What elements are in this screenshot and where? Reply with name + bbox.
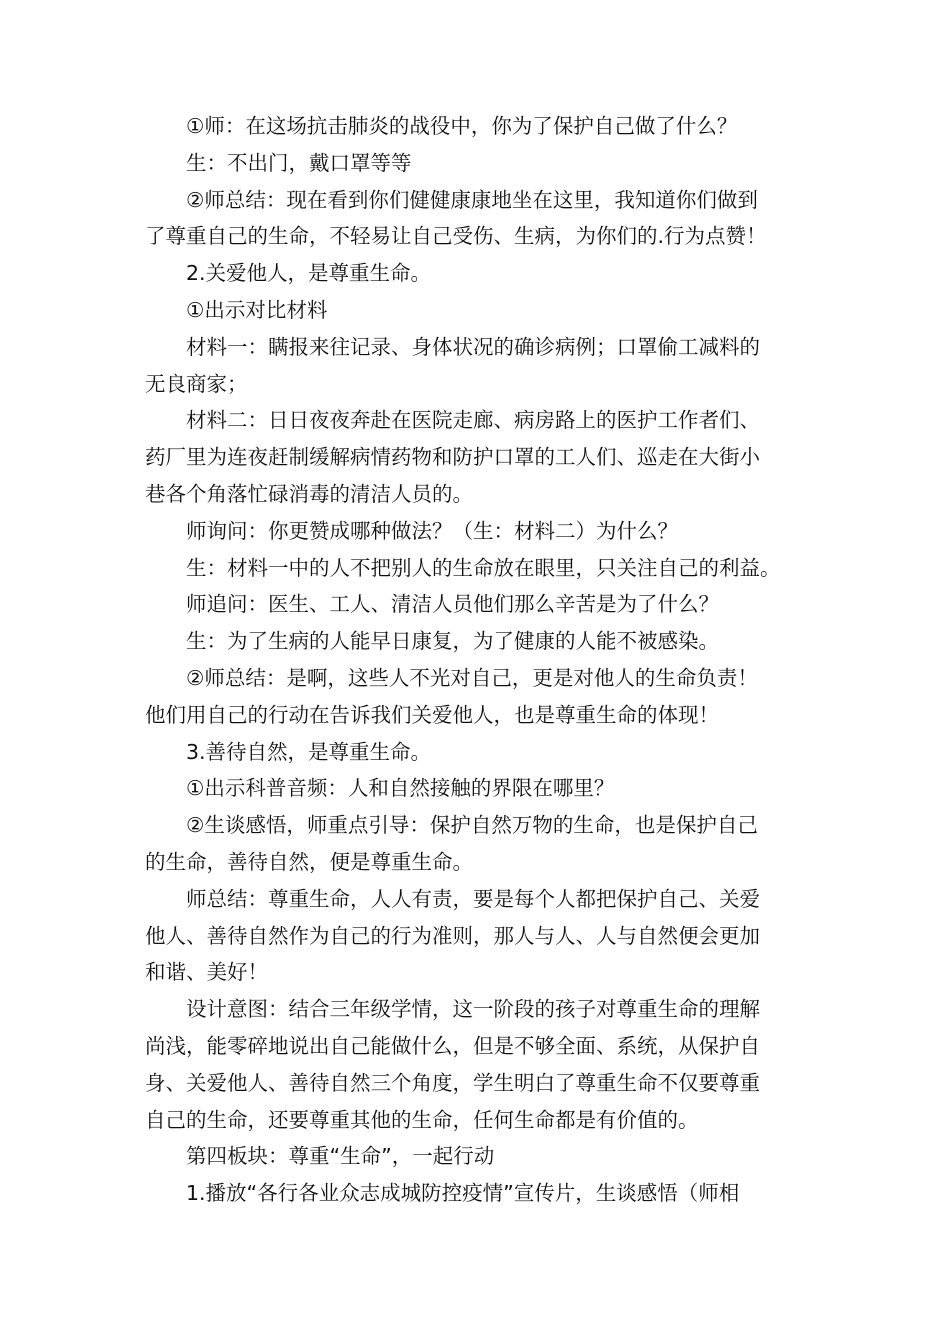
- text-line: ②师总结：现在看到你们健健康康地坐在这里，我知道你们做到: [186, 187, 758, 212]
- text-line: 药厂里为连夜赶制缓解病情药物和防护口罩的工人们、巡走在大街小: [145, 445, 760, 470]
- paragraph: [145, 660, 813, 734]
- text-line: 材料一：瞒报来往记录、身体状况的确诊病例；口罩偷工减料的: [186, 334, 760, 359]
- paragraph: [145, 734, 813, 771]
- text-line: ①出示对比材料: [186, 297, 328, 322]
- text-line: 身、关爱他人、善待自然三个角度，学生明白了尊重生命不仅要尊重: [145, 1070, 760, 1095]
- paragraph: [145, 182, 813, 256]
- text-line: ①出示科普音频：人和自然接触的界限在哪里？: [186, 776, 615, 801]
- text-line: 材料二：日日夜夜奔赴在医院走廊、病房路上的医护工作者们、: [186, 408, 760, 433]
- section-heading: 第四板块：尊重“生命”，一起行动: [186, 1144, 495, 1169]
- text-line: 1.播放“各行各业众志成城防控疫情”宣传片，生谈感悟（师相: [186, 1181, 740, 1206]
- text-line: ②师总结：是啊，这些人不光对自己，更是对他人的生命负责！: [186, 665, 758, 690]
- paragraph: [145, 108, 813, 145]
- paragraph: [145, 402, 813, 512]
- text-line: 巷各个角落忙碌消毒的清洁人员的。: [145, 481, 473, 506]
- paragraph: [145, 991, 813, 1138]
- text-line: 师询问：你更赞成哪种做法？（生：材料二）为什么？: [186, 518, 678, 543]
- text-line: 尚浅，能零碎地说出自己能做什么，但是不够全面、系统，从保护自: [145, 1033, 760, 1058]
- text-line: 师追问：医生、工人、清洁人员他们那么辛苦是为了什么？: [186, 592, 719, 617]
- paragraph: [145, 255, 813, 292]
- paragraph: [145, 881, 813, 991]
- text-line: 的生命，善待自然，便是尊重生命。: [145, 849, 473, 874]
- paragraph: [145, 586, 813, 623]
- section-heading: 2.关爱他人，是尊重生命。: [186, 261, 432, 286]
- text-line: 和谐、美好！: [145, 960, 268, 985]
- paragraph: [145, 1138, 813, 1175]
- text-line: 自己的生命，还要尊重其他的生命，任何生命都是有价值的。: [145, 1107, 699, 1132]
- paragraph: [145, 145, 813, 182]
- text-line: 了尊重自己的生命，不轻易让自己受伤、生病，为你们的.行为点赞！: [145, 224, 767, 249]
- paragraph: [145, 513, 813, 550]
- paragraph: [145, 329, 813, 403]
- text-line: 他人、善待自然作为自己的行为准则，那人与人、人与自然便会更加: [145, 923, 760, 948]
- text-line: 生：材料一中的人不把别人的生命放在眼里，只关注自己的利益。: [186, 555, 781, 580]
- paragraph: [145, 1175, 813, 1212]
- document-body: [145, 108, 813, 1212]
- section-heading: 3.善待自然，是尊重生命。: [186, 739, 432, 764]
- text-line: 师总结：尊重生命，人人有责，要是每个人都把保护自己、关爱: [186, 886, 760, 911]
- paragraph: [145, 550, 813, 587]
- text-line: ②生谈感悟，师重点引导：保护自然万物的生命，也是保护自己: [186, 813, 758, 838]
- text-line: 生：不出门，戴口罩等等: [186, 150, 412, 175]
- text-line: 他们用自己的行动在告诉我们关爱他人，也是尊重生命的体现！: [145, 702, 719, 727]
- paragraph: [145, 623, 813, 660]
- paragraph: [145, 292, 813, 329]
- text-line: 生：为了生病的人能早日康复，为了健康的人能不被感染。: [186, 629, 719, 654]
- text-line: 设计意图：结合三年级学情，这一阶段的孩子对尊重生命的理解: [186, 997, 760, 1022]
- paragraph: [145, 770, 813, 807]
- text-line: ①师：在这场抗击肺炎的战役中，你为了保护自己做了什么？: [186, 114, 738, 138]
- text-line: 无良商家；: [145, 371, 248, 396]
- paragraph: [145, 807, 813, 881]
